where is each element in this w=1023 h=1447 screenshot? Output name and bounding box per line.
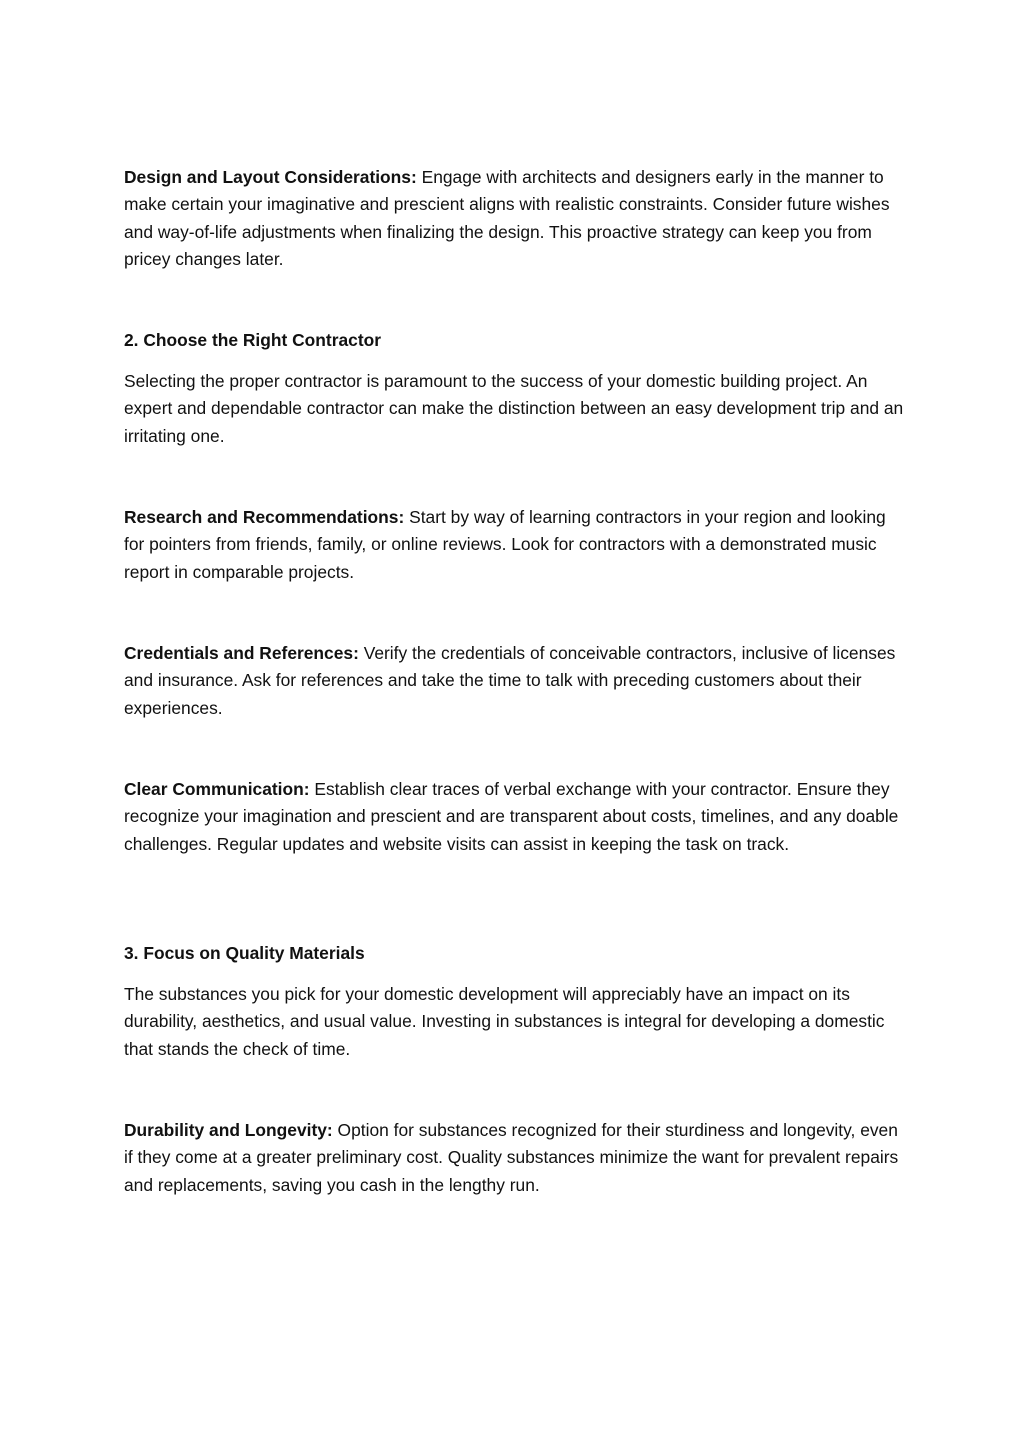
paragraph-text: Selecting the proper contractor is paramount to the success of your domestic building project. An expert and dependable contractor can make the distinction between an easy development trip and an irritating one. — [124, 371, 904, 446]
paragraph-selecting-contractor — [124, 368, 904, 450]
paragraph-credentials — [124, 640, 904, 722]
paragraph-lead: Credentials and References: — [124, 643, 359, 663]
paragraph-text: The substances you pick for your domestic development will appreciably have an impact on its durability, aesthetics, and usual value. Investing in substances is integral for developing a domestic that stands the check of time. — [124, 984, 885, 1059]
paragraph-text: Option for substances recognized for their sturdiness and longevity, even if they come at a greater preliminary cost. Quality substances minimize the want for prevalent repairs and replacements, saving you cash in the lengthy run. — [124, 1120, 899, 1195]
section-heading-contractor: 2. Choose the Right Contractor — [124, 330, 382, 350]
paragraph-text: Verify the credentials of conceivable contractors, inclusive of licenses and insurance. Ask for references and take the time to talk with preceding customers about their experiences. — [124, 643, 896, 718]
paragraph-text: Establish clear traces of verbal exchange with your contractor. Ensure they recognize your imagination and prescient and are transparent about costs, timelines, and any doable challenges. Regular updates and website visits can assist in keeping the task on track. — [124, 779, 899, 854]
paragraph-design-layout — [124, 164, 904, 273]
paragraph-substances — [124, 981, 904, 1063]
paragraph-lead: Design and Layout Considerations: — [124, 167, 417, 187]
paragraph-research — [124, 504, 904, 586]
paragraph-durability — [124, 1117, 904, 1199]
paragraph-lead: Research and Recommendations: — [124, 507, 405, 527]
paragraph-communication — [124, 776, 904, 858]
paragraph-lead: Clear Communication: — [124, 779, 310, 799]
section-heading-materials: 3. Focus on Quality Materials — [124, 943, 365, 963]
paragraph-lead: Durability and Longevity: — [124, 1120, 333, 1140]
paragraph-text: Engage with architects and designers early in the manner to make certain your imaginative and prescient aligns with realistic constraints. Consider future wishes and way-of-life adjustments when finalizing the design. This proactive strategy can keep you from pricey changes later. — [124, 167, 890, 269]
paragraph-text: Start by way of learning contractors in your region and looking for pointers from friends, family, or online reviews. Look for contractors with a demonstrated music report in comparable projects. — [124, 507, 886, 582]
